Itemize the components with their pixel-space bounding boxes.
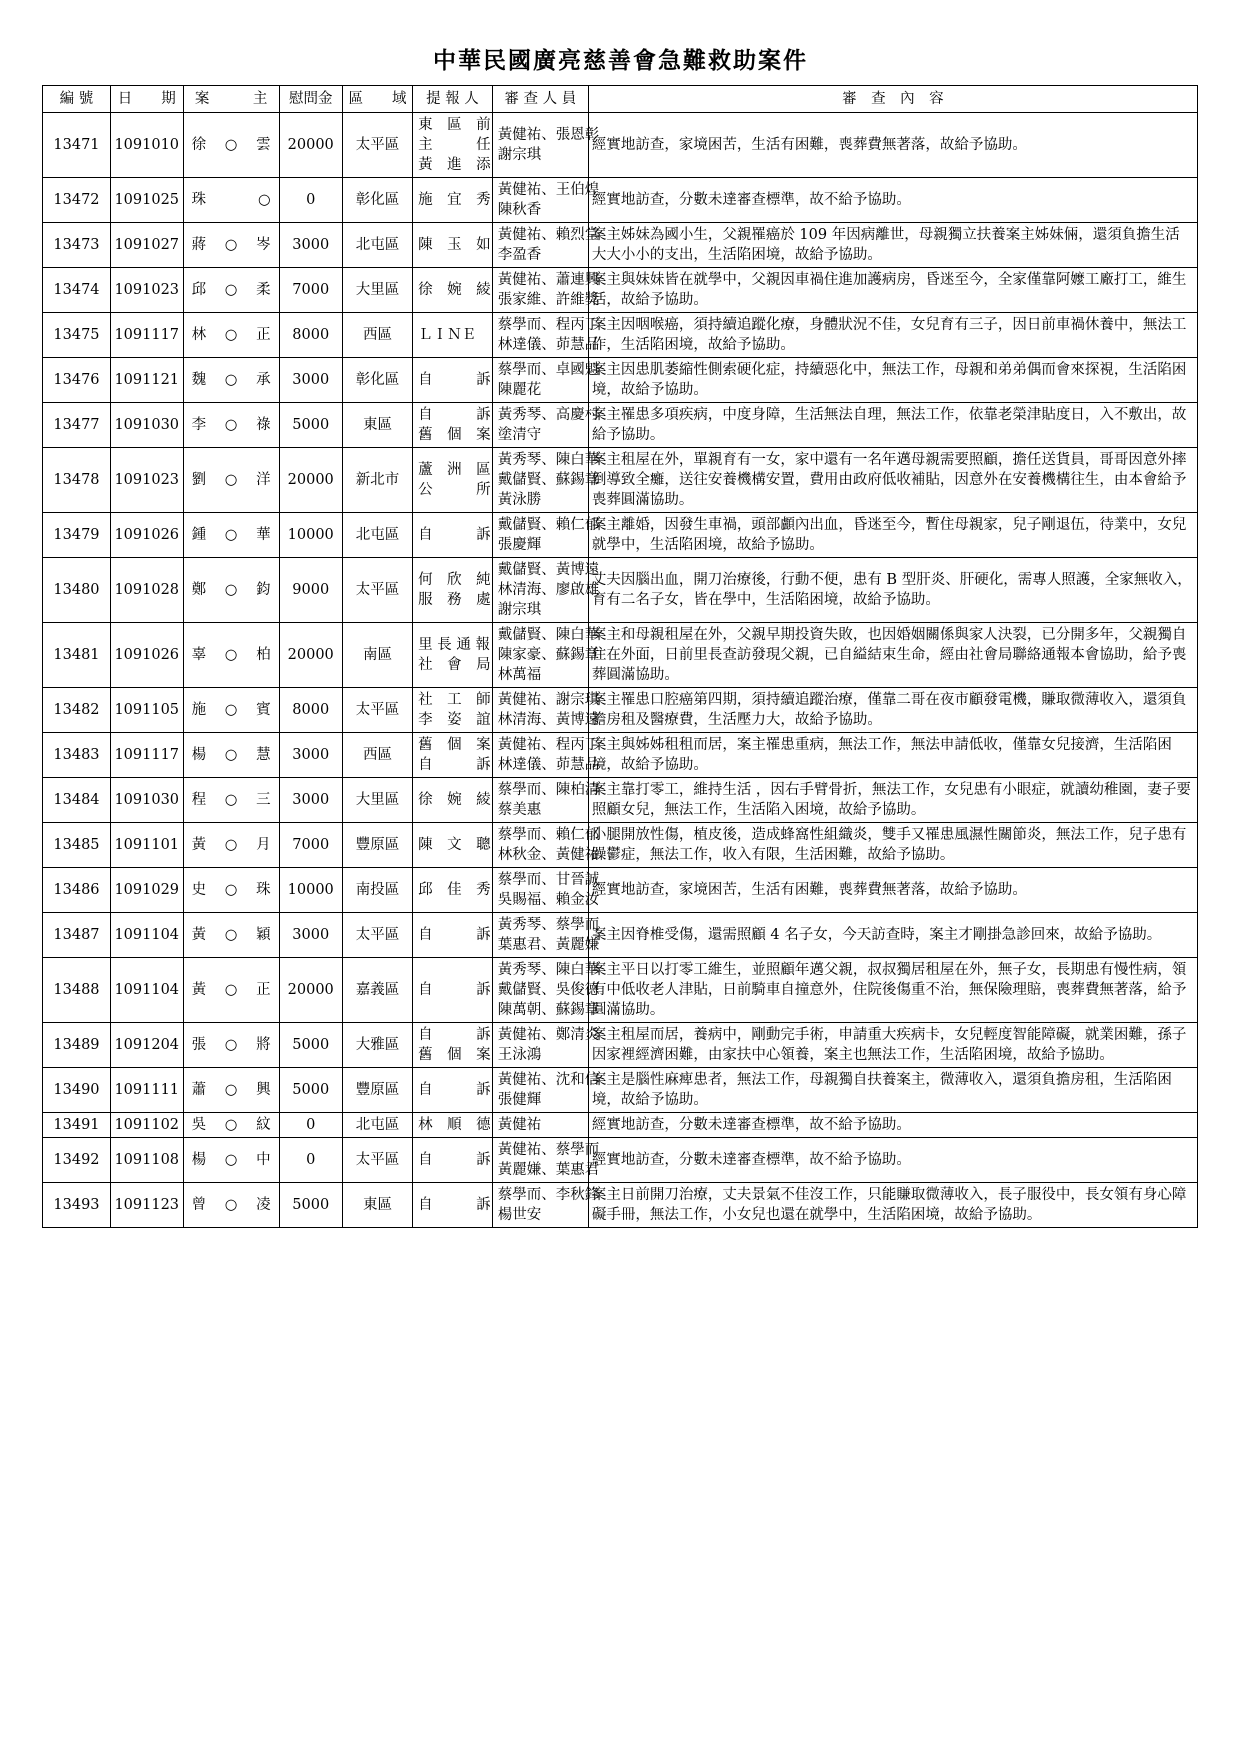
cell-area: 東區 xyxy=(342,1183,412,1228)
cell-auditors: 黃秀琴、高慶村 塗清守 xyxy=(492,403,588,448)
cell-client-name: 鍾 ○ 華 xyxy=(183,513,279,558)
cell-client-name: 辜 ○ 柏 xyxy=(183,623,279,688)
cell-area: 太平區 xyxy=(342,113,412,178)
cell-case-id: 13484 xyxy=(43,778,111,823)
cell-amount: 8000 xyxy=(279,313,342,358)
cell-date: 1091010 xyxy=(110,113,183,178)
cell-date: 1091108 xyxy=(110,1138,183,1183)
cell-reporter: 自 訴 xyxy=(413,1138,493,1183)
cell-amount: 9000 xyxy=(279,558,342,623)
table-row xyxy=(43,823,1198,868)
cell-date: 1091029 xyxy=(110,868,183,913)
table-body xyxy=(43,113,1198,1228)
cell-case-id: 13485 xyxy=(43,823,111,868)
table-row xyxy=(43,733,1198,778)
cell-review-content: 經實地訪查，家境困苦，生活有困難，喪葬費無著落，故給予協助。 xyxy=(588,113,1197,178)
cell-date: 1091117 xyxy=(110,733,183,778)
cell-reporter: 徐 婉 綾 xyxy=(413,268,493,313)
cell-area: 大雅區 xyxy=(342,1023,412,1068)
cell-area: 太平區 xyxy=(342,688,412,733)
cell-area: 東區 xyxy=(342,403,412,448)
cell-auditors: 黃秀琴、蔡學而 葉惠君、黃麗嫌 xyxy=(492,913,588,958)
cell-case-id: 13472 xyxy=(43,178,111,223)
cell-amount: 5000 xyxy=(279,1183,342,1228)
cell-date: 1091121 xyxy=(110,358,183,403)
cell-client-name: 李 ○ 祿 xyxy=(183,403,279,448)
column-header-date: 日 期 xyxy=(110,86,183,113)
cell-auditors: 蔡學而、程丙丁 林達儀、茆慧品 xyxy=(492,313,588,358)
cell-area: 大里區 xyxy=(342,778,412,823)
cell-client-name: 施 ○ 賓 xyxy=(183,688,279,733)
cell-review-content: 經實地訪查，分數未達審查標準，故不給予協助。 xyxy=(588,178,1197,223)
cell-reporter: 自 訴 舊 個 案 xyxy=(413,403,493,448)
cell-case-id: 13493 xyxy=(43,1183,111,1228)
cell-client-name: 楊 ○ 慧 xyxy=(183,733,279,778)
column-header-name: 案 主 xyxy=(183,86,279,113)
cell-amount: 10000 xyxy=(279,868,342,913)
cell-reporter: 林 順 德 xyxy=(413,1113,493,1138)
cell-case-id: 13475 xyxy=(43,313,111,358)
cell-auditors: 蔡學而、陳柏清 蔡美惠 xyxy=(492,778,588,823)
table-row xyxy=(43,403,1198,448)
cell-area: 太平區 xyxy=(342,1138,412,1183)
cell-auditors: 戴儲賢、黃博遠 林清海、廖啟雄 謝宗琪 xyxy=(492,558,588,623)
cell-reporter: 蘆 洲 區 公 所 xyxy=(413,448,493,513)
cell-reporter: 社 工 師 李 姿 誼 xyxy=(413,688,493,733)
cell-reporter: 自 訴 xyxy=(413,958,493,1023)
cell-review-content: 經實地訪查，分數未達審查標準，故不給予協助。 xyxy=(588,1113,1197,1138)
cell-reporter: 陳 玉 如 xyxy=(413,223,493,268)
cell-auditors: 蔡學而、卓國魁 陳麗花 xyxy=(492,358,588,403)
cell-area: 新北市 xyxy=(342,448,412,513)
cell-amount: 3000 xyxy=(279,358,342,403)
cell-date: 1091023 xyxy=(110,448,183,513)
cell-amount: 20000 xyxy=(279,448,342,513)
cell-date: 1091123 xyxy=(110,1183,183,1228)
cell-area: 彰化區 xyxy=(342,358,412,403)
cell-date: 1091111 xyxy=(110,1068,183,1113)
cell-area: 南投區 xyxy=(342,868,412,913)
table-row xyxy=(43,688,1198,733)
cell-amount: 10000 xyxy=(279,513,342,558)
cell-area: 西區 xyxy=(342,313,412,358)
cell-review-content: 經實地訪查，家境困苦，生活有困難，喪葬費無著落，故給予協助。 xyxy=(588,868,1197,913)
cell-review-content: 案主因脊椎受傷，還需照顧 4 名子女，今天訪查時，案主才剛掛急診回來，故給予協助。 xyxy=(588,913,1197,958)
cell-auditors: 黃健祐、張恩彰 謝宗琪 xyxy=(492,113,588,178)
cell-client-name: 黃 ○ 月 xyxy=(183,823,279,868)
cell-area: 太平區 xyxy=(342,558,412,623)
cell-client-name: 徐 ○ 雲 xyxy=(183,113,279,178)
cell-date: 1091026 xyxy=(110,513,183,558)
cell-date: 1091028 xyxy=(110,558,183,623)
cell-area: 太平區 xyxy=(342,913,412,958)
cell-case-id: 13488 xyxy=(43,958,111,1023)
cell-date: 1091030 xyxy=(110,778,183,823)
cell-case-id: 13479 xyxy=(43,513,111,558)
cell-reporter: ＬＩＮＥ xyxy=(413,313,493,358)
cell-review-content: 案主租屋在外，單親育有一女，家中還有一名年邁母親需要照顧，擔任送貨員，哥哥因意外摔倒導致全癱，送往安養機構安置，費用由政府低收補貼，因意外在安養機構往生，由本會給予喪葬圓滿協助。 xyxy=(588,448,1197,513)
cell-amount: 7000 xyxy=(279,268,342,313)
cell-area: 南區 xyxy=(342,623,412,688)
cell-review-content: 案主日前開刀治療，丈夫景氣不佳沒工作，只能賺取微薄收入，長子服役中，長女領有身心障礙手冊，無法工作，小女兒也還在就學中，生活陷困境，故給予協助。 xyxy=(588,1183,1197,1228)
table-row xyxy=(43,448,1198,513)
cell-client-name: 史 ○ 珠 xyxy=(183,868,279,913)
cell-amount: 20000 xyxy=(279,113,342,178)
cell-reporter: 舊 個 案 自 訴 xyxy=(413,733,493,778)
cell-review-content: 案主是腦性麻痺患者，無法工作，母親獨自扶養案主，微薄收入，還須負擔房租，生活陷困境，故給予協助。 xyxy=(588,1068,1197,1113)
cell-case-id: 13492 xyxy=(43,1138,111,1183)
cell-date: 1091105 xyxy=(110,688,183,733)
cell-amount: 0 xyxy=(279,1138,342,1183)
cell-reporter: 自 訴 xyxy=(413,1068,493,1113)
cell-reporter: 自 訴 舊 個 案 xyxy=(413,1023,493,1068)
cell-auditors: 黃健祐、賴烈堂 李盈香 xyxy=(492,223,588,268)
table-header xyxy=(43,86,1198,113)
column-header-reporter: 提 報 人 xyxy=(413,86,493,113)
cell-date: 1091101 xyxy=(110,823,183,868)
table-row xyxy=(43,958,1198,1023)
column-header-id: 編 號 xyxy=(43,86,111,113)
cell-date: 1091104 xyxy=(110,958,183,1023)
cell-amount: 3000 xyxy=(279,778,342,823)
table-row xyxy=(43,178,1198,223)
cell-amount: 5000 xyxy=(279,1068,342,1113)
table-row xyxy=(43,313,1198,358)
cell-case-id: 13477 xyxy=(43,403,111,448)
cell-auditors: 黃健祐 xyxy=(492,1113,588,1138)
cell-area: 豐原區 xyxy=(342,1068,412,1113)
cell-client-name: 曾 ○ 凌 xyxy=(183,1183,279,1228)
cell-review-content: 案主因患肌萎縮性側索硬化症，持續惡化中，無法工作，母親和弟弟偶而會來探視，生活陷困境，故給予協助。 xyxy=(588,358,1197,403)
column-header-area: 區 域 xyxy=(342,86,412,113)
cell-case-id: 13489 xyxy=(43,1023,111,1068)
cell-case-id: 13478 xyxy=(43,448,111,513)
cell-auditors: 戴儲賢、賴仁郁 張慶輝 xyxy=(492,513,588,558)
cell-reporter: 陳 文 聰 xyxy=(413,823,493,868)
cell-reporter: 何 欣 純 服 務 處 xyxy=(413,558,493,623)
cell-amount: 0 xyxy=(279,178,342,223)
cell-area: 北屯區 xyxy=(342,513,412,558)
cell-reporter: 里 長 通 報 社 會 局 xyxy=(413,623,493,688)
cell-auditors: 黃健祐、謝宗琪 林清海、黃博遠 xyxy=(492,688,588,733)
cell-auditors: 黃健祐、沈和信 張健輝 xyxy=(492,1068,588,1113)
cell-review-content: 案主離婚，因發生車禍，頭部顱內出血，昏迷至今，暫住母親家，兒子剛退伍，待業中，女兒就學中，生活陷困境，故給予協助。 xyxy=(588,513,1197,558)
cell-case-id: 13481 xyxy=(43,623,111,688)
cell-amount: 20000 xyxy=(279,958,342,1023)
cell-date: 1091027 xyxy=(110,223,183,268)
cell-client-name: 張 ○ 將 xyxy=(183,1023,279,1068)
cell-area: 西區 xyxy=(342,733,412,778)
table-row xyxy=(43,1113,1198,1138)
cell-reporter: 自 訴 xyxy=(413,358,493,403)
table-row xyxy=(43,868,1198,913)
cell-case-id: 13483 xyxy=(43,733,111,778)
cell-auditors: 黃健祐、蔡學而 黃麗嫌、葉惠君 xyxy=(492,1138,588,1183)
cell-case-id: 13480 xyxy=(43,558,111,623)
cell-auditors: 黃健祐、王伯煌 陳秋香 xyxy=(492,178,588,223)
cell-amount: 3000 xyxy=(279,223,342,268)
cell-client-name: 蔣 ○ 岑 xyxy=(183,223,279,268)
cell-auditors: 黃健祐、鄭清炎 王泳鴻 xyxy=(492,1023,588,1068)
cell-review-content: 案主和母親租屋在外，父親早期投資失敗，也因婚姻關係與家人決裂，已分開多年，父親獨自住在外面，日前里長查訪發現父親，已自縊結束生命，經由社會局聯絡通報本會協助，給予喪葬圓滿協助。 xyxy=(588,623,1197,688)
cell-auditors: 蔡學而、甘晉誠 吳賜福、賴金汝 xyxy=(492,868,588,913)
cell-client-name: 林 ○ 正 xyxy=(183,313,279,358)
cell-date: 1091102 xyxy=(110,1113,183,1138)
cell-date: 1091204 xyxy=(110,1023,183,1068)
cell-auditors: 黃秀琴、陳白華 戴儲賢、吳俊德 陳萬朝、蘇錫章 xyxy=(492,958,588,1023)
header-row xyxy=(43,86,1198,113)
column-header-content: 審 查 內 容 xyxy=(588,86,1197,113)
cell-reporter: 自 訴 xyxy=(413,513,493,558)
cell-auditors: 黃健祐、蕭連興 張家維、許維獎 xyxy=(492,268,588,313)
cell-client-name: 珠 ○ xyxy=(183,178,279,223)
cell-area: 北屯區 xyxy=(342,223,412,268)
cell-area: 大里區 xyxy=(342,268,412,313)
table-row xyxy=(43,623,1198,688)
cell-auditors: 黃健祐、程丙丁 林達儀、茆慧品 xyxy=(492,733,588,778)
cell-case-id: 13486 xyxy=(43,868,111,913)
cell-case-id: 13476 xyxy=(43,358,111,403)
cell-area: 嘉義區 xyxy=(342,958,412,1023)
cell-client-name: 魏 ○ 承 xyxy=(183,358,279,403)
table-row xyxy=(43,513,1198,558)
cell-date: 1091023 xyxy=(110,268,183,313)
cell-client-name: 劉 ○ 洋 xyxy=(183,448,279,513)
table-row xyxy=(43,1183,1198,1228)
cell-case-id: 13471 xyxy=(43,113,111,178)
cell-client-name: 黃 ○ 穎 xyxy=(183,913,279,958)
cell-date: 1091117 xyxy=(110,313,183,358)
cell-auditors: 蔡學而、賴仁郁 林秋金、黃健祐 xyxy=(492,823,588,868)
cell-case-id: 13491 xyxy=(43,1113,111,1138)
cell-client-name: 程 ○ 三 xyxy=(183,778,279,823)
cell-auditors: 黃秀琴、陳白華 戴儲賢、蘇錫章 黃泳勝 xyxy=(492,448,588,513)
cell-review-content: 案主因咽喉癌，須持續追蹤化療，身體狀況不佳，女兒育有三子，因日前車禍休養中，無法工作，生活陷困境，故給予協助。 xyxy=(588,313,1197,358)
cell-amount: 20000 xyxy=(279,623,342,688)
cell-reporter: 施 宜 秀 xyxy=(413,178,493,223)
cell-date: 1091030 xyxy=(110,403,183,448)
cell-date: 1091026 xyxy=(110,623,183,688)
cell-review-content: 經實地訪查，分數未達審查標準，故不給予協助。 xyxy=(588,1138,1197,1183)
cell-review-content: 案主租屋而居，養病中，剛動完手術，申請重大疾病卡，女兒輕度智能障礙，就業困難，孫子因家裡經濟困難，由家扶中心領養，案主也無法工作，生活陷困境，故給予協助。 xyxy=(588,1023,1197,1068)
page-title: 中華民國廣亮慈善會急難救助案件 xyxy=(433,47,808,74)
cell-area: 豐原區 xyxy=(342,823,412,868)
cell-date: 1091025 xyxy=(110,178,183,223)
column-header-auditor: 審 查 人 員 xyxy=(492,86,588,113)
cell-review-content: 案主姊妹為國小生，父親罹癌於 109 年因病離世，母親獨立扶養案主姊妹倆，還須負擔生活大大小小的支出，生活陷困境，故給予協助。 xyxy=(588,223,1197,268)
cell-client-name: 鄭 ○ 鈞 xyxy=(183,558,279,623)
column-header-money: 慰問金 xyxy=(279,86,342,113)
aid-cases-table xyxy=(42,85,1198,1228)
cell-auditors: 蔡學而、李秋鋒 楊世安 xyxy=(492,1183,588,1228)
cell-case-id: 13487 xyxy=(43,913,111,958)
cell-review-content: 丈夫因腦出血，開刀治療後，行動不便，患有 B 型肝炎、肝硬化，需專人照護，全家無收入，育有二名子女，皆在學中，生活陷困境，故給予協助。 xyxy=(588,558,1197,623)
cell-client-name: 蕭 ○ 興 xyxy=(183,1068,279,1113)
cell-case-id: 13474 xyxy=(43,268,111,313)
cell-case-id: 13490 xyxy=(43,1068,111,1113)
cell-amount: 8000 xyxy=(279,688,342,733)
cell-reporter: 邱 佳 秀 xyxy=(413,868,493,913)
cell-reporter: 自 訴 xyxy=(413,1183,493,1228)
cell-review-content: 小腿開放性傷，植皮後，造成蜂窩性組織炎，雙手又罹患風濕性關節炎，無法工作，兒子患有躁鬱症，無法工作，收入有限，生活困難，故給予協助。 xyxy=(588,823,1197,868)
cell-amount: 3000 xyxy=(279,733,342,778)
cell-client-name: 楊 ○ 中 xyxy=(183,1138,279,1183)
table-row xyxy=(43,113,1198,178)
table-row xyxy=(43,778,1198,823)
cell-review-content: 案主與姊姊租租而居，案主罹患重病，無法工作，無法申請低收，僅靠女兒接濟，生活陷困境，故給予協助。 xyxy=(588,733,1197,778)
table-row xyxy=(43,1138,1198,1183)
table-row xyxy=(43,558,1198,623)
cell-client-name: 吳 ○ 紋 xyxy=(183,1113,279,1138)
table-row xyxy=(43,1068,1198,1113)
cell-area: 彰化區 xyxy=(342,178,412,223)
cell-amount: 3000 xyxy=(279,913,342,958)
cell-auditors: 戴儲賢、陳白華 陳家豪、蘇錫章 林萬福 xyxy=(492,623,588,688)
cell-amount: 5000 xyxy=(279,403,342,448)
cell-client-name: 黃 ○ 正 xyxy=(183,958,279,1023)
table-row xyxy=(43,358,1198,403)
table-row xyxy=(43,268,1198,313)
cell-review-content: 案主罹患多項疾病，中度身障，生活無法自理，無法工作，依靠老榮津貼度日，入不敷出，故給予協助。 xyxy=(588,403,1197,448)
cell-reporter: 東 區 前 主 任 黃 進 添 xyxy=(413,113,493,178)
cell-client-name: 邱 ○ 柔 xyxy=(183,268,279,313)
table-row xyxy=(43,1023,1198,1068)
table-row xyxy=(43,223,1198,268)
cell-review-content: 案主靠打零工，維持生活 ，因右手臂骨折，無法工作，女兒患有小眼症，就讀幼稚園，妻子要照顧女兒，無法工作，生活陷入困境，故給予協助。 xyxy=(588,778,1197,823)
cell-reporter: 徐 婉 綾 xyxy=(413,778,493,823)
table-row xyxy=(43,913,1198,958)
cell-amount: 5000 xyxy=(279,1023,342,1068)
cell-review-content: 案主平日以打零工維生，並照顧年邁父親，叔叔獨居租屋在外，無子女，長期患有慢性病，領有中低收老人津貼，日前騎車自撞意外，住院後傷重不治，無保險理賠，喪葬費無著落，給予圓滿協助。 xyxy=(588,958,1197,1023)
cell-review-content: 案主罹患口腔癌第四期，須持續追蹤治療，僅靠二哥在夜市顧發電機，賺取微薄收入，還須負擔房租及醫療費，生活壓力大，故給予協助。 xyxy=(588,688,1197,733)
cell-amount: 0 xyxy=(279,1113,342,1138)
cell-case-id: 13473 xyxy=(43,223,111,268)
cell-review-content: 案主與妹妹皆在就學中，父親因車禍住進加護病房，昏迷至今，全家僅靠阿嬤工廠打工，維生活，故給予協助。 xyxy=(588,268,1197,313)
cell-case-id: 13482 xyxy=(43,688,111,733)
cell-amount: 7000 xyxy=(279,823,342,868)
cell-date: 1091104 xyxy=(110,913,183,958)
cell-area: 北屯區 xyxy=(342,1113,412,1138)
cell-reporter: 自 訴 xyxy=(413,913,493,958)
